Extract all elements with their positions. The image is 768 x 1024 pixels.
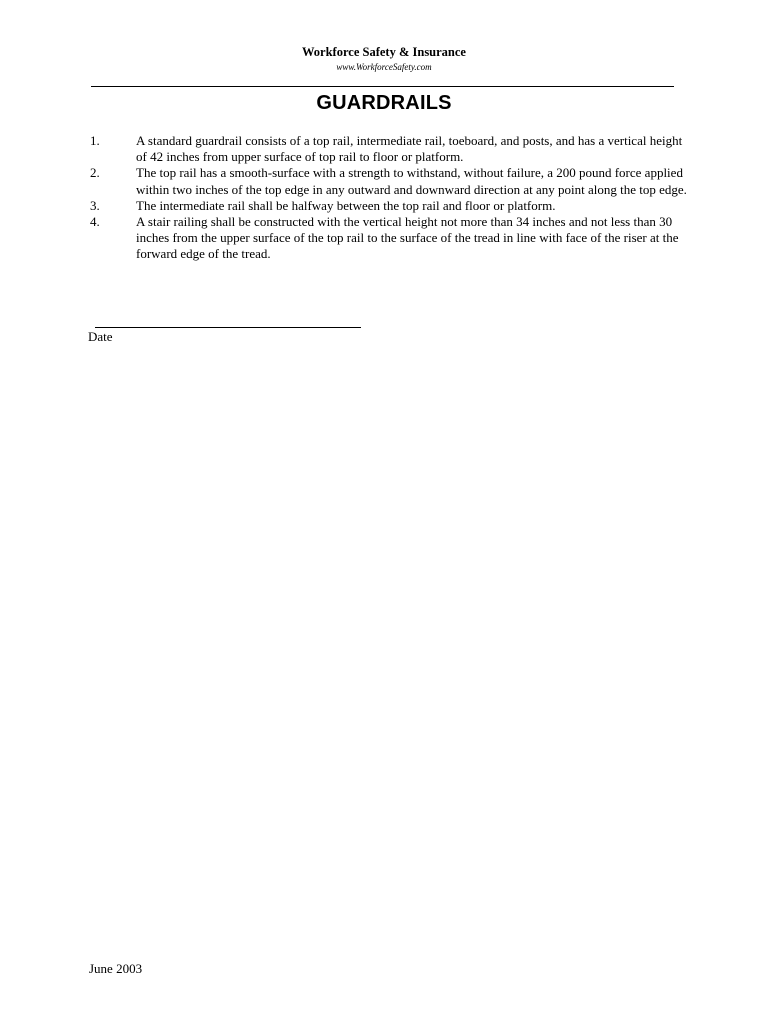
footer-date: June 2003: [89, 961, 143, 976]
date-signature-line: [95, 327, 361, 328]
date-label: Date: [88, 329, 113, 344]
list-item-text: A stair railing shall be constructed with the vertical height not more than 34 inches and not less than 30 inches from the upper surface of the top rail to the surface of the tread in line with face of the riser at the forward edge of the tread.: [136, 214, 679, 262]
guardrail-requirements-list: [90, 133, 690, 263]
list-item-number: 2.: [90, 165, 100, 181]
list-item-number: 4.: [90, 214, 100, 230]
list-item-number: 1.: [90, 133, 100, 148]
list-item: [90, 214, 690, 263]
organization-name: Workforce Safety & Insurance: [302, 45, 466, 59]
list-item-text: A standard guardrail consists of a top rail, intermediate rail, toeboard, and posts, and has a vertical height of 42 inches from upper surface of top rail to floor or platform.: [136, 133, 683, 165]
header-divider: [91, 86, 674, 87]
list-item: [90, 198, 690, 214]
document-title: GUARDRAILS: [316, 92, 452, 114]
list-item: [90, 133, 690, 165]
list-item-text: The intermediate rail shall be halfway between the top rail and floor or platform.: [136, 197, 556, 213]
list-item: [90, 165, 690, 197]
list-item-number: 3.: [90, 197, 100, 213]
organization-website: www.WorkforceSafety.com: [336, 62, 432, 72]
list-item-text: The top rail has a smooth-surface with a strength to withstand, without failure, a 200 pound force applied within two inches of the top edge in any outward and downward direction at any point along the top edge.: [136, 165, 687, 197]
